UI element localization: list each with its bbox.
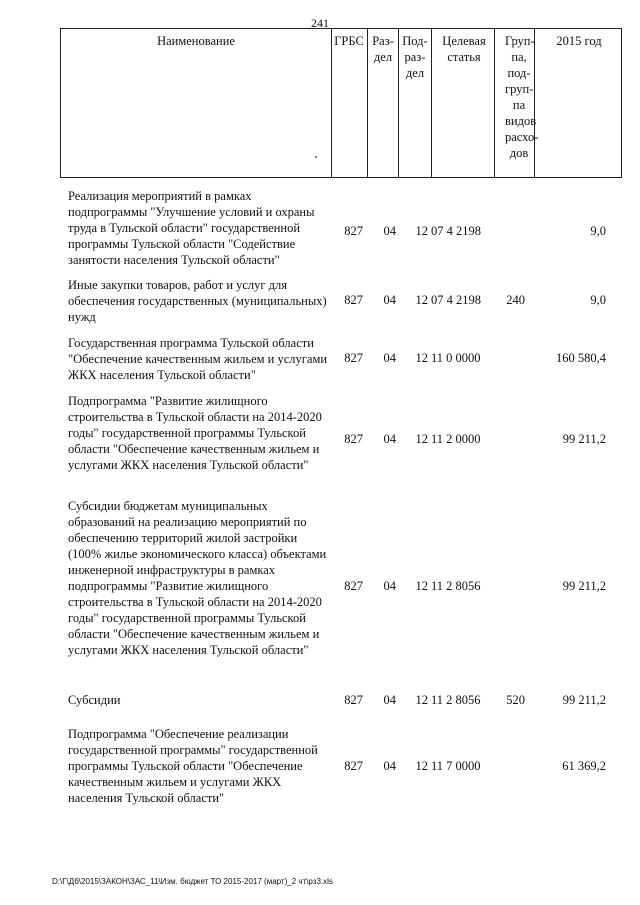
row-razdel: 04 [383,693,396,707]
row-sum: 61 369,2 [562,759,606,773]
page-number: 241 [311,16,329,30]
row-podrazdel: 12 [415,293,428,307]
row-grbs: 827 [344,432,363,446]
row-name: Иные закупки товаров, работ и услуг для обеспечения государственных (муниципальных) нужд [68,278,327,324]
column-divider [398,29,399,177]
row-razdel: 04 [383,224,396,238]
row-sum: 99 211,2 [562,432,606,446]
row-sum: 99 211,2 [562,579,606,593]
file-path-footer: D:\Г\Дб\2015\ЗАКОН\ЗАС_11\Изм. бюджет ТО 2015-2017 (март)_2 чт\рз3.xls [52,877,333,886]
header-grbs: ГРБС [334,34,364,48]
row-vid: 240 [506,293,525,307]
row-name: Реализация мероприятий в рамках подпрограммы "Улучшение условий и охраны труда в Тульской области" государственной программы Тульской области "Содействие занятости населения Тульской области" [68,189,315,267]
row-sum: 160 580,4 [556,351,606,365]
header-name: Наименование [157,34,235,48]
header-podrazdel: Под- раз- дел [402,34,428,80]
row-name: Государственная программа Тульской области "Обеспечение качественным жильем и услугами ЖКХ населения Тульской области" [68,336,328,382]
row-podrazdel: 12 [415,693,428,707]
column-divider [534,29,535,177]
row-csr: 07 4 2198 [431,224,481,238]
row-podrazdel: 12 [415,351,428,365]
row-grbs: 827 [344,351,363,365]
column-divider [494,29,495,177]
row-sum: 9,0 [590,293,606,307]
row-sum: 9,0 [590,224,606,238]
row-podrazdel: 12 [415,224,428,238]
row-razdel: 04 [383,759,396,773]
row-grbs: 827 [344,693,363,707]
row-name: Субсидии [68,693,121,707]
header-year: 2015 год [556,34,602,48]
header-celevaya: Целевая статья [442,34,486,64]
row-sum: 99 211,2 [562,693,606,707]
row-grbs: 827 [344,224,363,238]
column-divider [431,29,432,177]
header-gruppa: Груп- па, под- груп- па видов расхо- дов [505,34,539,160]
row-razdel: 04 [383,432,396,446]
row-csr: 11 2 8056 [431,579,481,593]
row-csr: 11 7 0000 [431,759,481,773]
row-csr: 11 2 8056 [431,693,481,707]
row-vid: 520 [506,693,525,707]
row-name: Подпрограмма "Обеспечение реализации государственной программы" государственной программы Тульской области "Обеспечение качественным жильем и услугами ЖКХ населения Тульской области" [68,727,318,805]
row-podrazdel: 12 [415,759,428,773]
scan-speck [315,156,317,158]
table-header [60,28,622,178]
column-divider [331,29,332,177]
row-razdel: 04 [383,293,396,307]
row-csr: 11 0 0000 [431,351,481,365]
row-name: Субсидии бюджетам муниципальных образований на реализацию мероприятий по обеспечению территорий жилой застройки (100% жилье экономического класса) объектами инженерной инфраструктуры в рамках подпрограммы "Развитие жилищного строительства в Тульской области на 2014-2020 годы" государственной программы Тульской области "Обеспечение качественным жильем и услугами ЖКХ населения Тульской области" [68,499,327,657]
row-razdel: 04 [383,351,396,365]
row-podrazdel: 12 [415,579,428,593]
row-grbs: 827 [344,293,363,307]
row-grbs: 827 [344,759,363,773]
header-razdel: Раз- дел [372,34,394,64]
row-csr: 11 2 0000 [431,432,481,446]
row-grbs: 827 [344,579,363,593]
row-razdel: 04 [383,579,396,593]
row-podrazdel: 12 [415,432,428,446]
row-csr: 07 4 2198 [431,293,481,307]
row-name: Подпрограмма "Развитие жилищного строительства в Тульской области на 2014-2020 годы" государственной программы Тульской области "Обеспечение качественным жильем и услугами ЖКХ населения Тульской области" [68,394,322,472]
